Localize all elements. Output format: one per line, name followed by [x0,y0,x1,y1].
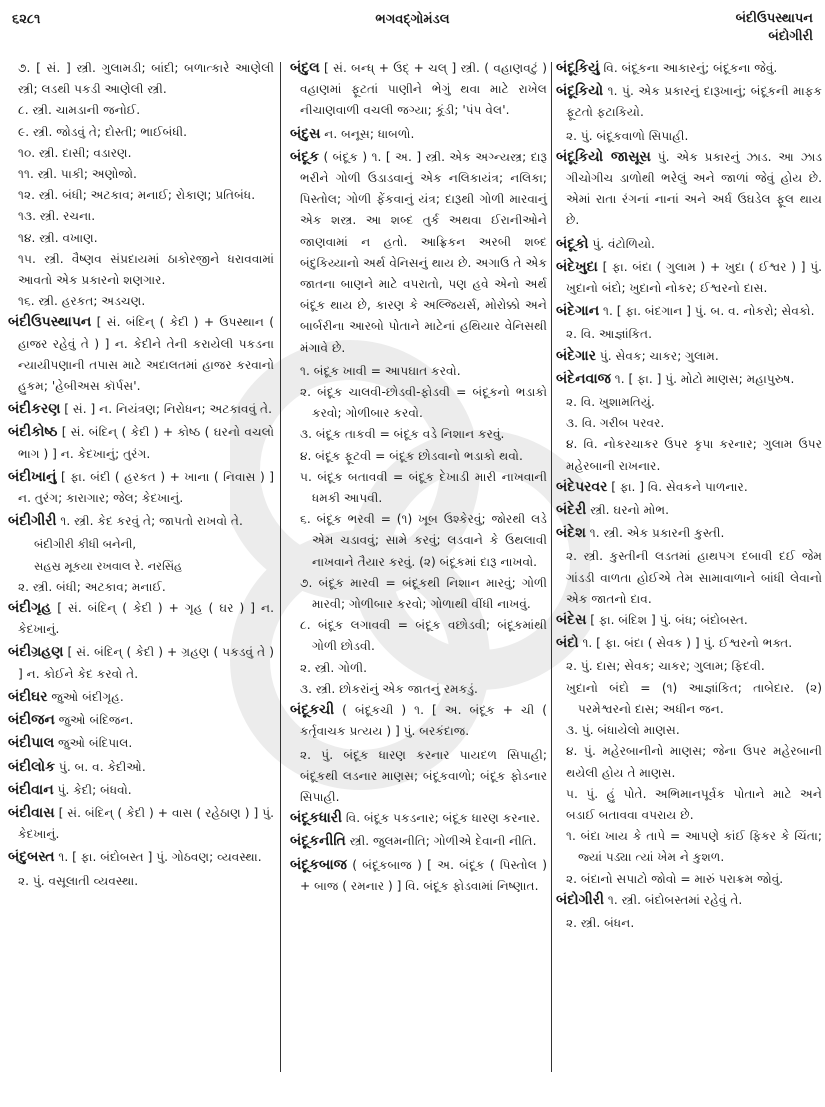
headword: બંદેગાર [556,347,596,364]
definition-text: ૧. સ્ત્રી. કેદ કરવું તે; જાપતો રાખવો તે. [60,514,243,529]
headword: બંદીકોષ્ઠ [8,424,58,441]
definition-text: જુઓ બંદિપાલ. [58,736,133,751]
definition-text: ૧. [ ફા. બંદગાન ] પું. બ. વ. નોકરો; સેવકો. [603,304,815,319]
idiom-item: ૨. બંદૂક ચાલવી-છોડવી-ફોડવી = બંદૂકનો ભડાકો કરવો; ગોળીબાર કરવો. [300,385,547,421]
headword: બંદૂકો [556,235,589,252]
column-right [554,58,822,1107]
dictionary-entry [556,301,822,322]
dictionary-entry [556,369,822,390]
sense-item: ૭. [ સં. ] સ્ત્રી. ગુલામડી; બાંદી; બળાત્કારે આણેલી સ્ત્રી; લડથી પકડી આણેલી સ્ત્રી. [18,61,274,97]
sense-item: ૨. વિ. ખુશામતિયું. [566,395,655,410]
definition-text: [ સં. બંદિન્ ( કેદી ) + ગૃહ ( ઘર ) ] ન. કેદખાનું. [18,601,274,637]
definition-text: જુઓ બંદીગૃહ. [51,689,124,704]
headword: બંદીઉપસ્થાપન [8,314,92,331]
sense-item: ૧૨. સ્ત્રી. બંધી; અટકાવ; મનાઈ; રોકાણ; પ્રતિબંધ. [18,188,256,203]
dictionary-entry [290,700,547,742]
running-title: ભગવદ્ગોમંડલ [375,12,450,27]
sense-item: ૩. વિ. ગરીબ પરવર. [566,416,665,431]
dictionary-entry [556,234,822,255]
dictionary-entry [8,733,274,754]
dictionary-entry [8,312,274,397]
sense-item: ૨. પું. બંદૂકવાળો સિપાહી. [566,128,689,143]
dictionary-entry [556,346,822,367]
dictionary-entry [8,399,274,420]
dictionary-entry [556,58,822,79]
dictionary-entry [290,58,547,122]
dictionary-entry [290,831,547,852]
sense-item: ૨. પું. વસૂલાતી વ્યવસ્થા. [18,873,139,888]
sense-item: ૨. પું. દાસ; સેવક; ચાકર; ગુલામ; ફિદવી. [566,659,765,674]
headword: બંદીઘર [8,688,48,705]
page-number: ૬૨૮૧ [12,12,41,27]
dictionary-entry [556,610,822,631]
dictionary-entry [556,633,822,654]
headword: બંદેપરવર [556,478,608,495]
sense-item: ૨. સ્ત્રી. બંધન. [566,915,635,930]
sense-item: ૨. સ્ત્રી. ગોળી. [300,660,367,675]
idiom-item: ૧. બંદૂક ખાવી = આપઘાત કરવો. [300,363,461,378]
headword: બંદીજન [8,712,55,729]
definition-text: પું. બ. વ. કેદીઓ. [58,759,146,774]
definition-text: [ સં. બન્ધ્ + ઉદ્ + ચલ્ ] સ્ત્રી. ( વહાણવટું ) વહાણમાં ફૂટતાં પાણીને ભેગું થવા માટે રાખેલ નીચાણવાળી વચલી જગ્યા; કૂંડી; 'પંપ વેલ'. [300,61,548,118]
idiom-item: ૬. બંદૂક ભરવી = (૧) ખૂબ ઉશ્કેરવું; જોરથી લડે એમ ચડાવવું; સામે કરવું; લડવાને કે ઉથલાવી નાખવાને તૈયાર કરવું. (૨) બંદૂકમાં દારૂ નાખવો. [300,512,547,569]
definition-text: ૧. પું. એક પ્રકારનું દારૂખાનું; બંદૂકની માફક ફૂટતો ફટાકિયો. [566,84,822,120]
definition-text: પું. સેવક; ચાકર; ગુલામ. [599,348,719,363]
definition-text: પું. એક પ્રકારનું ઝાડ. આ ઝાડ ગીચોગીચ ડાળોથી ભરેલું અને જાળાં જેવું હોય છે. એમાં રાતા રંગનાં નાનાં અને અર્ધ ઉઘડેલ ફૂલ થાય છે. [566,149,823,228]
headword: બંદીગૃહ [8,600,52,617]
guide-words [736,10,813,46]
headword: બંદેશ [556,525,586,542]
idiom-item: ૮. બંદૂક લગાવવી = બંદૂક વછોડવી; બંદૂકમાંથી ગોળી છોડવી. [300,618,547,654]
dictionary-entry [8,598,274,640]
sense-item: ૩. પું. બંધાયેલો માણસ. [566,723,680,738]
dictionary-entry [8,847,274,868]
idiom-item: ૪. બંદૂક ફૂટવી = બંદૂક છોડવાનો ભડાકો થવો. [300,448,523,463]
definition-text: સ્ત્રી. જુલમનીતિ; ગોળીએ દેવાની નીતિ. [349,834,537,849]
column-left [8,58,280,1107]
sense-item: ૧૪. સ્ત્રી. વખાણ. [18,230,98,245]
headword: બંદેનવાજ [556,370,611,387]
headword: બંદોગીરી [556,891,605,908]
guide-word-last: બંદોગીરી [768,29,813,44]
definition-text: વિ. બંદૂકના આકારનું; બંદૂકના જેવું. [603,61,778,75]
sense-item: ૨. સ્ત્રી. બંધી; અટકાવ; મનાઈ. [18,579,166,594]
definition-text: ( બંદૂક ) ૧. [ અ. ] સ્ત્રી. એક અગ્ન્યસ્ત્ર; દારૂ ભરીને ગોળી ઉડાડવાનું એક નલિકાયંત્ર; નલિકા; પિસ્તોલ; ગોળી ફેંકવાનું યંત્ર; દારૂથી ગોળી મારવાનું એક શસ્ત્ર. આ શબ્દ તુર્ક અથવા ઈરાનીઓને જાણવામાં ન હતો. આફ્રિકન અરબી શબ્દ બંદુકિય્યાનો અર્થ વેનિસનું થાય છે. અગાઉ તે એક જાતના બાણને માટે વપરાતો, પણ હવે એનો અર્થ બંદૂક થાય છે, કારણ કે અલ્જિયર્સ, મોરોક્કો અને બાર્બરીના આરબો પોતાને માટેનાં હથિયાર વેનિસથી મંગાવે છે. [300,149,548,355]
dictionary-entry [8,511,274,532]
headword: બંદૂકિયો જાસૂસ [556,148,651,165]
dictionary-entry [556,147,822,232]
quotation: બંદીગીરી કીધી બનેની, [34,537,137,552]
sense-item: ૫. પું. હું પોતે. અભિમાનપૂર્વક પોતાને માટે અને બડાઈ બતાવવા વપરાય છે. [566,786,822,822]
sense-item: ૨. વિ. આજ્ઞાંકિત. [566,327,652,342]
idiom-item: ખુદાનો બંદો = (૧) આજ્ઞાંકિત; તાબેદાર. (૨) પરમેશ્વરનો દાસ; અધીન જન. [566,680,822,716]
headword: બંદેસ [556,612,587,629]
sense-item: ૧૧. સ્ત્રી. પાકી; અણોજો. [18,167,137,182]
dictionary-entry [556,890,822,911]
sense-item: ૪. પું. મહેરબાનીનો માણસ; જેના ઉપર મહેરબાની થયેલી હોય તે માણસ. [566,744,822,780]
headword: બંદૂકબાજ [290,856,347,873]
dictionary-entry [8,757,274,778]
headword: બંદીલોક [8,758,56,775]
dictionary-entry [556,257,822,299]
headword: બંદેગાન [556,303,600,320]
headword: બંદીવાન [8,781,54,798]
dictionary-entry [556,81,822,123]
definition-text: ૧. સ્ત્રી. એક પ્રકારની કુસ્તી. [589,526,725,541]
definition-text: [ ફા. બંદા ( ગુલામ ) + ખુદા ( ઈશ્વર ) ] પું. ખુદાનો બંદો; ખુદાનો નોકર; ઈશ્વરનો દાસ. [566,259,823,296]
headword: બંદો [556,635,579,652]
dictionary-entry [8,780,274,801]
definition-text: [ ફા. બંદી ( હરકત ) + ખાના ( નિવાસ ) ] ન. તુરંગ; કારાગાર; જેલ; કેદખાનું. [18,469,274,506]
headword: બંદીગ્રહણ [8,644,64,661]
sense-item: ૪. વિ. નોકરચાકર ઉપર કૃપા કરનાર; ગુલામ ઉપર મહેરબાની રાખનાર. [566,437,822,473]
headword: બંદીખાનું [8,468,57,485]
definition-text: [ ફા. બંદિશ ] પું. બંધ; બંદોબસ્ત. [590,613,748,628]
dictionary-entry [290,808,547,829]
sense-item: ૨. સ્ત્રી. કુસ્તીની લડતમાં હાથપગ દબાવી દઈ જેમ ગાંડડી વાળતા હોઈએ તેમ સામાવાળાને બાંધી લેવાનો એક જાતનો દાવ. [566,549,822,606]
idiom-item: ૭. બંદૂક મારવી = બંદૂકથી નિશાન મારવું; ગોળી મારવી; ગોળીબાર કરવો; ગોળાથી વીંધી નાખવું. [300,575,547,612]
column-divider [551,62,552,1072]
headword: બંદુબસ્ત [8,849,55,866]
definition-text: ન. બનૂસ; ધાબળો. [324,126,415,141]
dictionary-entry [556,477,822,498]
guide-word-first: બંદીઉપસ્થાપન [735,11,813,26]
dictionary-entry [8,422,274,464]
definition-text: પું. વંટોળિયો. [592,236,655,251]
definition-text: ( બંદૂકબાજ ) [ અ. બંદૂક ( પિસ્તોલ ) + બાજ ( રમનાર ) ] વિ. બંદૂક ફોડવામાં નિષ્ણાત. [300,857,548,893]
headword: બંદીપાલ [8,735,55,752]
definition-text: [ સં. બંદિન્ ( કેદી ) + ગ્રહણ ( પકડવું તે ) ] ન. કોઈને કેદ કરવો તે. [18,645,274,681]
quotation: સહસ્ર મૂકયા રખવાલ રે. નરસિંહ [34,558,183,573]
headword: બંદૂકચી [290,702,335,719]
headword: બંદૂકધારી [290,810,343,827]
definition-text: પું. કેદી; બંધવો. [57,782,132,797]
definition-text: વિ. બંદૂક પકડનાર; બંદૂક ધારણ કરનાર. [345,811,540,826]
definition-text: સ્ત્રી. ઘરનો મોભ. [590,503,669,518]
column-middle [286,58,551,1107]
idiom-item: ૧. બંદા ખાય કે તાપે = આપણે કાંઈ ફિકર કે ચિંતા; જ્યાં પડ્યા ત્યાં ખેમ ને કુશળ. [566,829,822,865]
idiom-item: ૩. બંદૂક તાકવી = બંદૂક વડે નિશાન કરવું. [300,427,505,442]
dictionary-entry [290,147,547,359]
idiom-item: ૨. બંદાનો સપાટો જોવો = મારું પરાક્રમ જોવું. [566,871,784,886]
definition-text: ૧. સ્ત્રી. બંદોબસ્તમાં રહેવું તે. [607,892,743,907]
definition-text: [ સં. બંદિન્ ( કેદી ) + ઉપસ્થાન ( હાજર રહેવું તે ) ] ન. કેદીને તેની કરાયેલી પકડના ન્યાયીપણાની તપાસ માટે અદાલતમાં હાજર કરવાનો હુકમ; 'હેબીઅસ કૉર્પસ'. [18,315,274,394]
sense-item: ૮. સ્ત્રી. ચામડાની જનોઈ. [18,103,141,118]
definition-text: જુઓ બંદિજન. [58,713,134,728]
dictionary-entry [8,687,274,708]
headword: બંદુસ [290,125,321,142]
sense-item: ૩. સ્ત્રી. છોકરાંનું એક જાતનું રમકડું. [300,681,478,696]
headword: બંદૂકિયું [556,60,600,76]
sense-item: ૨. પું. બંદૂક ધારણ કરનાર પાયદળ સિપાહી; બંદૂકથી લડનાર માણસ; બંદૂકવાળો; બંદૂક ફોડનાર સિપાહી. [300,747,547,804]
headword: બંદીગીરી [8,513,57,530]
sense-item: ૧૦. સ્ત્રી. દાસી; વડારણ. [18,145,132,160]
sense-item: ૧૩. સ્ત્રી. રચના. [18,209,96,224]
definition-text: ( બંદૂકચી ) ૧. [ અ. બંદૂક + ચી ( કર્તૃવાચક પ્રત્યય ) ] પું. બરકંદાજ. [300,703,547,739]
page-header [0,0,825,54]
headword: બંદેરી [556,502,587,519]
sense-item: ૧૬. સ્ત્રી. હરકત; અડચણ. [18,294,146,309]
definition-text: [ સં. ] ન. નિયંત્રણ; નિરોધન; અટકાવવું તે. [64,402,273,417]
sense-item: ૧૫. સ્ત્રી. વૈષ્ણવ સંપ્રદાયમાં ઠાકોરજીને ધરાવવામાં આવતો એક પ્રકારનો શણગાર. [18,251,274,288]
dictionary-entry [8,467,274,509]
sense-item: ૯. સ્ત્રી. જોડવું તે; દોસ્તી; ભાઈબંધી. [18,124,188,139]
headword: બંદૂકિયો [556,83,604,100]
definition-text: [ ફા. ] વિ. સેવકને પાળનાર. [611,479,748,494]
definition-text: ૧. [ ફા. બંદા ( સેવક ) ] પું. ઈશ્વરનો ભક્ત. [582,636,793,651]
dictionary-entry [8,710,274,731]
headword: બંદીકરણ [8,401,61,418]
dictionary-entry [8,803,274,845]
definition-text: [ સં. બંદિન્ ( કેદી ) + વાસ ( રહેઠાણ ) ] પું. કેદખાનું. [18,805,275,842]
dictionary-entry [8,642,274,684]
idiom-item: ૫. બંદૂક બતાવવી = બંદૂક દેખાડી મારી નાખવાની ધમકી આપવી. [300,469,547,506]
dictionary-entry [556,523,822,544]
definition-text: [ સં. બંદિન્ ( કેદી ) + કોષ્ઠ ( ઘરનો વચલો ભાગ ) ] ન. કેદખાનું; તુરંગ. [18,425,274,461]
headword: બંદીવાસ [8,804,55,821]
definition-text: ૧. [ ફા. બંદોબસ્ત ] પું. ગોઠવણ; વ્યવસ્થા. [58,850,262,865]
headword: બંદૂકનીતિ [290,833,346,850]
dictionary-entry [290,124,547,145]
headword: બંદૂક [290,148,319,165]
headword: બંદેખુદા [556,258,598,275]
dictionary-entry [556,500,822,521]
column-divider [280,62,281,1072]
definition-text: ૧. [ ફા. ] પું. મોટો માણસ; મહાપુરુષ. [614,371,795,386]
headword: બંદુલ [290,60,320,76]
dictionary-entry [290,855,547,897]
